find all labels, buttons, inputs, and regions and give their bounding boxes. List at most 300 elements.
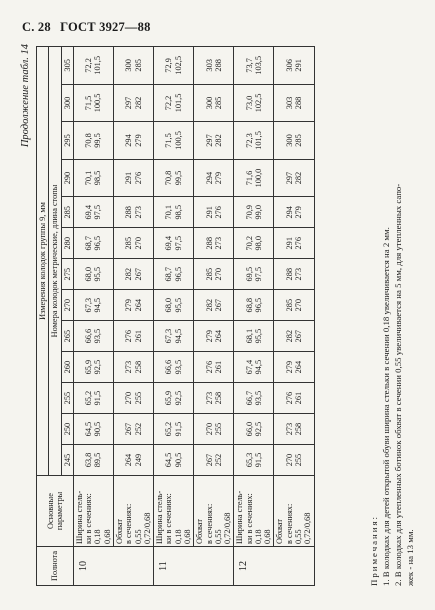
value-line: 100,5 bbox=[93, 93, 103, 113]
value-line: 279 bbox=[133, 134, 143, 147]
param-cell bbox=[154, 476, 194, 547]
value-line: 267 bbox=[124, 422, 134, 436]
value-line: 68,7 bbox=[84, 235, 94, 251]
param-line: Обхват bbox=[114, 519, 124, 544]
value-cell bbox=[73, 159, 113, 197]
value-line: 98,5 bbox=[93, 170, 103, 186]
param-line: 0,72/0,68 bbox=[223, 512, 233, 544]
value-line: 270 bbox=[213, 267, 223, 281]
value-cell bbox=[113, 84, 153, 122]
value-line: 285 bbox=[124, 237, 134, 250]
value-cell bbox=[234, 259, 274, 290]
value-line: 294 bbox=[204, 171, 214, 185]
value-cell bbox=[274, 445, 314, 476]
value-line: 270 bbox=[204, 422, 214, 436]
value-line: 285 bbox=[294, 134, 304, 147]
value-line: 291 bbox=[294, 59, 304, 72]
param-line: в сечениях: bbox=[204, 503, 214, 544]
value-line: 97,5 bbox=[173, 235, 183, 251]
param-line: в сечениях: bbox=[284, 503, 294, 544]
value-cell bbox=[274, 414, 314, 445]
value-line: 288 bbox=[213, 59, 223, 72]
value-line: 71,5 bbox=[84, 95, 94, 111]
value-cell bbox=[194, 197, 234, 228]
value-line: 72,3 bbox=[244, 133, 254, 148]
row-number: 10 bbox=[73, 547, 153, 586]
value-line: 65,9 bbox=[84, 359, 94, 375]
value-line: 72,2 bbox=[164, 95, 174, 111]
value-line: 282 bbox=[284, 329, 294, 343]
value-line: 71,5 bbox=[164, 133, 174, 148]
value-line: 70,1 bbox=[84, 170, 94, 186]
value-line: 261 bbox=[213, 360, 223, 374]
value-cell bbox=[73, 290, 113, 321]
param-line: в сечениях: bbox=[124, 503, 134, 544]
value-line: 276 bbox=[204, 360, 214, 374]
value-line: 90,5 bbox=[93, 421, 103, 437]
value-line: 297 bbox=[284, 171, 294, 185]
param-line: Обхват bbox=[275, 519, 285, 544]
rotated-table-page bbox=[14, 36, 424, 596]
value-line: 279 bbox=[284, 360, 294, 374]
value-line: 282 bbox=[124, 267, 134, 281]
value-line: 93,5 bbox=[93, 328, 103, 344]
value-line: 102,5 bbox=[173, 56, 183, 75]
param-cell bbox=[274, 476, 314, 547]
value-line: 279 bbox=[294, 206, 304, 219]
value-line: 70,8 bbox=[84, 133, 94, 148]
value-line: 255 bbox=[213, 422, 223, 436]
value-line: 273 bbox=[213, 237, 223, 250]
value-cell bbox=[113, 228, 153, 259]
value-line: 94,5 bbox=[253, 359, 263, 375]
value-cell bbox=[194, 47, 234, 85]
table-row bbox=[234, 47, 274, 586]
value-line: 300 bbox=[204, 96, 214, 110]
size-header-300: 300 bbox=[61, 84, 73, 122]
value-line: 68,1 bbox=[244, 328, 254, 344]
value-line: 99,5 bbox=[93, 133, 103, 148]
value-line: 70,9 bbox=[244, 205, 254, 220]
value-line: 264 bbox=[124, 453, 134, 467]
table-row bbox=[194, 47, 234, 586]
value-cell bbox=[154, 84, 194, 122]
sub-header: Номера колодок метрические, длина стопы bbox=[49, 47, 61, 476]
value-line: 68,8 bbox=[244, 297, 254, 313]
value-line: 95,5 bbox=[173, 297, 183, 313]
value-line: 93,5 bbox=[253, 390, 263, 406]
value-line: 65,9 bbox=[164, 390, 174, 406]
param-cell bbox=[73, 476, 113, 547]
value-line: 282 bbox=[213, 134, 223, 147]
value-line: 276 bbox=[124, 329, 134, 343]
value-line: 264 bbox=[213, 329, 223, 343]
note-2: 2. В колодках для утепленных ботинок обхват в сечении 0,55 увеличивается на 5 мм, для утепленных сапо- bbox=[392, 183, 403, 586]
standard-number: ГОСТ 3927—88 bbox=[60, 20, 151, 34]
row-number: 12 bbox=[234, 547, 314, 586]
param-line: Ширина стель- bbox=[155, 490, 165, 544]
value-cell bbox=[73, 352, 113, 383]
value-line: 65,3 bbox=[244, 452, 254, 468]
value-line: 91,5 bbox=[253, 452, 263, 468]
param-line: 0,55 bbox=[133, 529, 143, 544]
value-cell bbox=[154, 321, 194, 352]
value-line: 297 bbox=[124, 96, 134, 110]
value-line: 101,5 bbox=[253, 131, 263, 150]
size-header-275: 275 bbox=[61, 259, 73, 290]
value-cell bbox=[154, 159, 194, 197]
param-line: 0,55 bbox=[294, 529, 304, 544]
value-line: 96,5 bbox=[173, 266, 183, 282]
value-line: 67,4 bbox=[244, 359, 254, 375]
value-line: 73,7 bbox=[244, 58, 254, 73]
value-line: 303 bbox=[204, 59, 214, 72]
value-cell bbox=[194, 383, 234, 414]
value-line: 306 bbox=[284, 59, 294, 72]
param-line: 0,68 bbox=[102, 529, 112, 544]
value-line: 73,0 bbox=[244, 95, 254, 111]
value-line: 99,0 bbox=[253, 205, 263, 220]
value-line: 92,5 bbox=[173, 390, 183, 406]
value-cell bbox=[194, 445, 234, 476]
value-cell bbox=[113, 159, 153, 197]
value-line: 71,6 bbox=[244, 170, 254, 186]
size-header-245: 245 bbox=[61, 445, 73, 476]
value-line: 264 bbox=[133, 298, 143, 312]
value-cell bbox=[73, 259, 113, 290]
value-line: 291 bbox=[204, 206, 214, 219]
value-cell bbox=[154, 414, 194, 445]
note-2-continuation: жек - на 13 мм. bbox=[404, 529, 415, 586]
value-line: 92,5 bbox=[253, 421, 263, 437]
size-header-290: 290 bbox=[61, 159, 73, 197]
param-line: 0,72/0,68 bbox=[303, 512, 313, 544]
value-cell bbox=[113, 47, 153, 85]
value-line: 91,5 bbox=[173, 421, 183, 437]
param-line: 0,68 bbox=[182, 529, 192, 544]
value-line: 258 bbox=[133, 360, 143, 374]
value-cell bbox=[234, 290, 274, 321]
value-line: 279 bbox=[213, 171, 223, 185]
value-cell bbox=[274, 383, 314, 414]
value-line: 100,5 bbox=[173, 131, 183, 150]
value-line: 70,8 bbox=[164, 170, 174, 186]
param-line: Ширина стель- bbox=[235, 490, 245, 544]
value-line: 270 bbox=[133, 237, 143, 250]
value-line: 285 bbox=[133, 59, 143, 72]
value-line: 264 bbox=[294, 360, 304, 374]
value-cell bbox=[113, 445, 153, 476]
value-cell bbox=[154, 352, 194, 383]
table-continuation-label: Продолжение табл. 14 bbox=[20, 44, 31, 148]
value-line: 97,5 bbox=[93, 205, 103, 220]
notes bbox=[369, 46, 417, 586]
value-line: 276 bbox=[213, 206, 223, 219]
value-line: 67,3 bbox=[84, 297, 94, 313]
value-line: 252 bbox=[133, 422, 143, 436]
value-line: 267 bbox=[294, 329, 304, 343]
param-line: ки в сечениях: bbox=[164, 493, 174, 544]
page-number: С. 28 bbox=[22, 20, 51, 34]
value-line: 102,5 bbox=[253, 93, 263, 113]
value-line: 282 bbox=[204, 298, 214, 312]
param-cell bbox=[194, 476, 234, 547]
value-cell bbox=[234, 445, 274, 476]
value-line: 94,5 bbox=[93, 297, 103, 313]
value-line: 68,0 bbox=[164, 297, 174, 313]
value-line: 300 bbox=[284, 134, 294, 147]
value-cell bbox=[234, 321, 274, 352]
value-line: 267 bbox=[133, 267, 143, 281]
param-line: ки в сечениях: bbox=[244, 493, 254, 544]
value-cell bbox=[234, 122, 274, 160]
value-cell bbox=[274, 47, 314, 85]
value-line: 285 bbox=[284, 298, 294, 312]
value-line: 68,0 bbox=[84, 266, 94, 282]
value-line: 282 bbox=[294, 171, 304, 185]
value-cell bbox=[234, 159, 274, 197]
value-cell bbox=[274, 84, 314, 122]
value-cell bbox=[73, 47, 113, 85]
value-line: 273 bbox=[133, 206, 143, 219]
value-line: 67,3 bbox=[164, 328, 174, 344]
param-line: Ширина стель- bbox=[74, 490, 84, 544]
value-line: 70,2 bbox=[244, 235, 254, 251]
value-line: 65,2 bbox=[164, 421, 174, 437]
value-cell bbox=[113, 414, 153, 445]
value-line: 291 bbox=[124, 171, 134, 185]
value-line: 249 bbox=[133, 453, 143, 467]
value-cell bbox=[154, 259, 194, 290]
value-line: 89,5 bbox=[93, 452, 103, 468]
value-line: 95,5 bbox=[253, 328, 263, 344]
value-line: 273 bbox=[284, 422, 294, 436]
value-line: 291 bbox=[284, 237, 294, 250]
value-line: 68,7 bbox=[164, 266, 174, 282]
value-cell bbox=[194, 122, 234, 160]
value-cell bbox=[154, 47, 194, 85]
value-cell bbox=[234, 414, 274, 445]
value-cell bbox=[154, 197, 194, 228]
value-line: 285 bbox=[204, 267, 214, 281]
value-cell bbox=[113, 197, 153, 228]
size-header-305: 305 bbox=[61, 47, 73, 85]
value-cell bbox=[73, 197, 113, 228]
value-cell bbox=[73, 383, 113, 414]
size-header-255: 255 bbox=[61, 383, 73, 414]
param-cell bbox=[234, 476, 274, 547]
value-line: 66,7 bbox=[244, 390, 254, 406]
size-header-270: 270 bbox=[61, 290, 73, 321]
value-line: 63,8 bbox=[84, 452, 94, 468]
value-cell bbox=[73, 414, 113, 445]
value-line: 273 bbox=[294, 267, 304, 281]
value-line: 70,1 bbox=[164, 205, 174, 220]
value-line: 285 bbox=[213, 96, 223, 110]
value-line: 276 bbox=[284, 391, 294, 405]
group-header: Измерения колодок группы 9, мм bbox=[37, 47, 49, 476]
value-line: 270 bbox=[284, 453, 294, 467]
size-header-265: 265 bbox=[61, 321, 73, 352]
value-cell bbox=[274, 352, 314, 383]
value-line: 279 bbox=[124, 298, 134, 312]
value-line: 66,6 bbox=[84, 328, 94, 344]
col-header-poleta: Полнота bbox=[37, 547, 74, 586]
param-line: ки в сечениях: bbox=[84, 493, 94, 544]
value-line: 91,5 bbox=[93, 390, 103, 406]
param-line: 0,55 bbox=[213, 529, 223, 544]
value-line: 95,5 bbox=[93, 266, 103, 282]
value-line: 255 bbox=[133, 391, 143, 405]
value-cell bbox=[274, 321, 314, 352]
value-cell bbox=[73, 321, 113, 352]
value-cell bbox=[194, 321, 234, 352]
value-cell bbox=[194, 259, 234, 290]
value-cell bbox=[154, 445, 194, 476]
value-cell bbox=[194, 352, 234, 383]
param-line: Обхват bbox=[195, 519, 205, 544]
table-row bbox=[73, 47, 113, 586]
value-line: 261 bbox=[133, 329, 143, 343]
value-line: 69,4 bbox=[164, 235, 174, 251]
value-line: 276 bbox=[133, 171, 143, 185]
value-cell bbox=[234, 352, 274, 383]
value-cell bbox=[113, 290, 153, 321]
value-line: 65,2 bbox=[84, 390, 94, 406]
value-line: 303 bbox=[284, 96, 294, 110]
value-cell bbox=[194, 159, 234, 197]
param-line: 0,68 bbox=[263, 529, 273, 544]
value-line: 279 bbox=[204, 329, 214, 343]
value-line: 300 bbox=[124, 59, 134, 72]
note-1: 1. В колодках для детей открытой обуви ширина стельки в сечении 0,18 увеличивается на 2 мм. bbox=[380, 227, 391, 586]
row-number: 11 bbox=[154, 547, 234, 586]
value-cell bbox=[194, 290, 234, 321]
param-line: 0,18 bbox=[173, 529, 183, 544]
value-cell bbox=[113, 352, 153, 383]
value-cell bbox=[154, 228, 194, 259]
table-row bbox=[113, 47, 153, 586]
value-cell bbox=[274, 197, 314, 228]
value-cell bbox=[234, 228, 274, 259]
page-header bbox=[22, 20, 157, 35]
value-line: 94,5 bbox=[173, 328, 183, 344]
table-row bbox=[154, 47, 194, 586]
size-header-285: 285 bbox=[61, 197, 73, 228]
value-line: 288 bbox=[124, 206, 134, 219]
value-line: 267 bbox=[204, 453, 214, 467]
table-head bbox=[37, 47, 74, 586]
value-line: 72,2 bbox=[84, 58, 94, 73]
value-line: 100,0 bbox=[253, 168, 263, 188]
value-cell bbox=[154, 290, 194, 321]
value-line: 92,5 bbox=[93, 359, 103, 375]
value-line: 258 bbox=[213, 391, 223, 405]
value-line: 273 bbox=[124, 360, 134, 374]
value-cell bbox=[113, 122, 153, 160]
value-cell bbox=[274, 290, 314, 321]
value-line: 267 bbox=[213, 298, 223, 312]
value-line: 258 bbox=[294, 422, 304, 436]
value-line: 72,9 bbox=[164, 58, 174, 73]
value-line: 255 bbox=[294, 453, 304, 467]
value-line: 69,4 bbox=[84, 205, 94, 220]
value-cell bbox=[113, 259, 153, 290]
value-cell bbox=[234, 197, 274, 228]
size-header-280: 280 bbox=[61, 228, 73, 259]
table-body bbox=[73, 47, 314, 586]
value-line: 96,5 bbox=[253, 297, 263, 313]
value-line: 66,6 bbox=[164, 359, 174, 375]
value-line: 99,5 bbox=[173, 170, 183, 186]
value-line: 90,5 bbox=[173, 452, 183, 468]
value-cell bbox=[73, 228, 113, 259]
param-line: 0,72/0,68 bbox=[142, 512, 152, 544]
value-cell bbox=[274, 259, 314, 290]
value-cell bbox=[73, 84, 113, 122]
value-cell bbox=[234, 47, 274, 85]
col-header-param: Основные параметры bbox=[37, 476, 74, 547]
value-cell bbox=[194, 228, 234, 259]
value-line: 294 bbox=[284, 206, 294, 219]
value-cell bbox=[154, 122, 194, 160]
value-line: 96,5 bbox=[93, 235, 103, 251]
value-cell bbox=[73, 122, 113, 160]
value-line: 294 bbox=[124, 134, 134, 147]
value-cell bbox=[234, 383, 274, 414]
value-line: 101,5 bbox=[93, 56, 103, 75]
table-row bbox=[274, 47, 314, 586]
value-line: 252 bbox=[213, 453, 223, 467]
value-cell bbox=[113, 383, 153, 414]
sizes-table bbox=[36, 46, 315, 586]
value-line: 101,5 bbox=[173, 93, 183, 113]
param-cell bbox=[113, 476, 153, 547]
param-line: 0,18 bbox=[253, 529, 263, 544]
value-line: 270 bbox=[294, 298, 304, 312]
value-cell bbox=[274, 159, 314, 197]
value-cell bbox=[113, 321, 153, 352]
value-line: 64,5 bbox=[164, 452, 174, 468]
size-header-295: 295 bbox=[61, 122, 73, 160]
value-line: 98,0 bbox=[253, 235, 263, 251]
value-line: 97,5 bbox=[253, 266, 263, 282]
value-line: 66,0 bbox=[244, 421, 254, 437]
value-line: 288 bbox=[204, 237, 214, 250]
value-line: 93,5 bbox=[173, 359, 183, 375]
value-cell bbox=[274, 122, 314, 160]
value-line: 276 bbox=[294, 237, 304, 250]
value-line: 288 bbox=[294, 96, 304, 110]
notes-title: Примечания: bbox=[369, 515, 379, 586]
size-header-250: 250 bbox=[61, 414, 73, 445]
value-line: 103,5 bbox=[253, 56, 263, 75]
value-line: 282 bbox=[133, 96, 143, 110]
param-line: 0,18 bbox=[93, 529, 103, 544]
value-line: 98,5 bbox=[173, 205, 183, 220]
value-cell bbox=[194, 84, 234, 122]
value-line: 270 bbox=[124, 391, 134, 405]
value-cell bbox=[194, 414, 234, 445]
value-line: 288 bbox=[284, 267, 294, 281]
value-line: 273 bbox=[204, 391, 214, 405]
value-line: 261 bbox=[294, 391, 304, 405]
value-cell bbox=[154, 383, 194, 414]
value-line: 69,5 bbox=[244, 266, 254, 282]
size-header-260: 260 bbox=[61, 352, 73, 383]
value-cell bbox=[234, 84, 274, 122]
value-line: 297 bbox=[204, 134, 214, 147]
